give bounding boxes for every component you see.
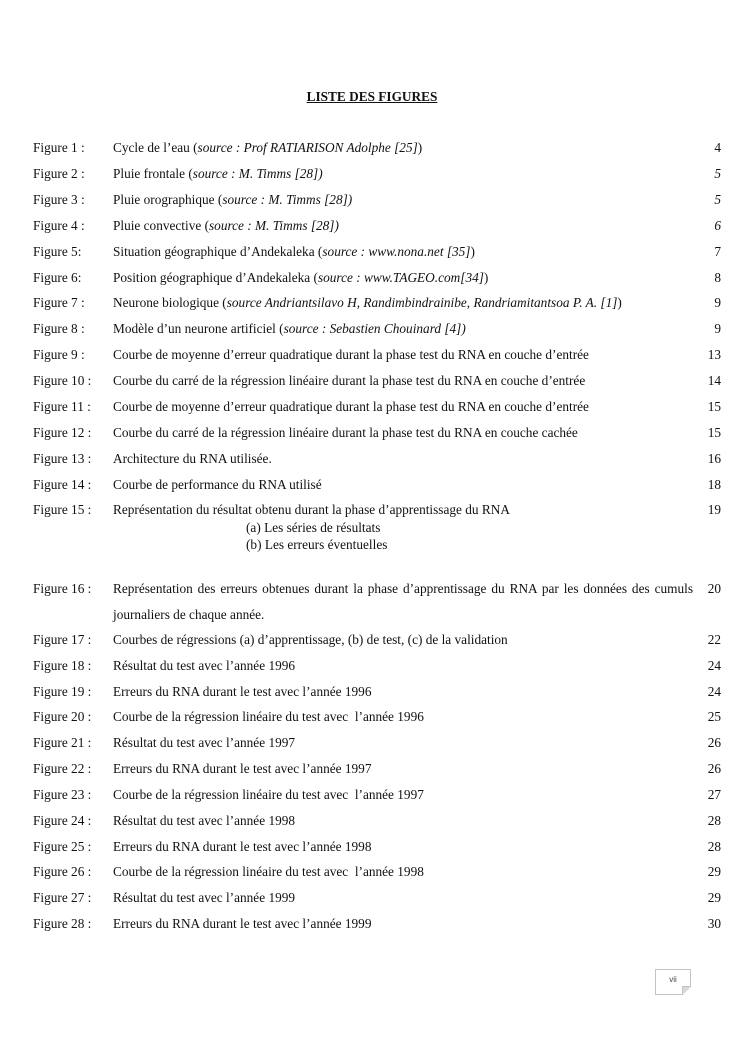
page-number-badge bbox=[655, 969, 691, 995]
figure-entry-11 bbox=[0, 398, 744, 416]
figure-entry-26 bbox=[0, 863, 744, 881]
figure-title: Courbe de la régression linéaire du test avec l’année 1997 bbox=[113, 787, 424, 802]
figure-page: 29 bbox=[707, 864, 721, 879]
figure-source: source : www.nona.net [35] bbox=[322, 244, 471, 259]
figure-page: 13 bbox=[707, 347, 721, 362]
figure-page: 18 bbox=[707, 477, 721, 492]
figure-page: 5 bbox=[714, 192, 721, 207]
figure-entry-14 bbox=[0, 476, 744, 494]
figure-entry-21 bbox=[0, 734, 744, 752]
figure-entry-24 bbox=[0, 812, 744, 830]
figure-entry-23 bbox=[0, 786, 744, 804]
figure-page: 5 bbox=[714, 166, 721, 181]
figure-title: Neurone biologique (source Andriantsilavo H, Randimbindrainibe, Randriamitantsoa P. A. [1]) bbox=[113, 295, 622, 310]
page-title: LISTE DES FIGURES bbox=[306, 89, 438, 104]
figure-entry-17 bbox=[0, 631, 744, 649]
figure-entry-9 bbox=[0, 346, 744, 364]
figure-title: Courbe de moyenne d’erreur quadratique durant la phase test du RNA en couche d’entrée bbox=[113, 399, 589, 414]
figure-page: 4 bbox=[714, 140, 721, 155]
figure-entry-25 bbox=[0, 838, 744, 856]
figure-source: source : M. Timms [28]) bbox=[192, 166, 323, 181]
figure-title: Courbe de la régression linéaire du test avec l’année 1998 bbox=[113, 864, 424, 879]
figure-entry-10 bbox=[0, 372, 744, 390]
figure-title: Architecture du RNA utilisée. bbox=[113, 451, 272, 466]
figure-title: Erreurs du RNA durant le test avec l’année 1998 bbox=[113, 839, 372, 854]
figure-label: Figure 7 : bbox=[33, 295, 85, 310]
figure-title: Courbes de régressions (a) d’apprentissage, (b) de test, (c) de la validation bbox=[113, 632, 508, 647]
figure-page: 19 bbox=[707, 502, 721, 517]
figure-label: Figure 4 : bbox=[33, 218, 85, 233]
figure-page: 14 bbox=[707, 373, 721, 388]
figure-label: Figure 22 : bbox=[33, 761, 92, 776]
figure-page: 29 bbox=[707, 890, 721, 905]
figure-title: Pluie convective (source : M. Timms [28]) bbox=[113, 218, 339, 233]
figure-entry-15 bbox=[0, 501, 744, 519]
figure-page: 20 bbox=[707, 581, 721, 596]
figure-source: source : Prof RATIARISON Adolphe [25] bbox=[197, 140, 418, 155]
figure-label: Figure 25 : bbox=[33, 839, 92, 854]
figure-page: 22 bbox=[707, 632, 721, 647]
figure-label: Figure 3 : bbox=[33, 192, 85, 207]
figure-entry-6 bbox=[0, 269, 744, 287]
figure-title: Modèle d’un neurone artificiel (source : Sebastien Chouinard [4]) bbox=[113, 321, 466, 336]
figure-label: Figure 6: bbox=[33, 270, 82, 285]
figure-label: Figure 9 : bbox=[33, 347, 85, 362]
figure-entry-16 bbox=[0, 576, 744, 628]
figure-title: Erreurs du RNA durant le test avec l’année 1999 bbox=[113, 916, 372, 931]
figure-page: 30 bbox=[707, 916, 721, 931]
figure-page: 8 bbox=[714, 270, 721, 285]
figure-title: Représentation du résultat obtenu durant la phase d’apprentissage du RNA bbox=[113, 502, 510, 517]
figure-label: Figure 1 : bbox=[33, 140, 85, 155]
figure-page: 6 bbox=[714, 218, 721, 233]
figure15-subitem-a: (a) Les séries de résultats bbox=[246, 520, 381, 535]
figure-label: Figure 13 : bbox=[33, 451, 92, 466]
figure-label: Figure 11 : bbox=[33, 399, 91, 414]
figure-page: 9 bbox=[714, 321, 721, 336]
figure-page: 26 bbox=[707, 761, 721, 776]
figure-source: source : M. Timms [28]) bbox=[209, 218, 339, 233]
figure-label: Figure 17 : bbox=[33, 632, 92, 647]
figure15-subitem-b: (b) Les erreurs éventuelles bbox=[246, 537, 388, 552]
figure-entry-27 bbox=[0, 889, 744, 907]
figure-title: Cycle de l’eau (source : Prof RATIARISON Adolphe [25]) bbox=[113, 140, 423, 155]
figure-page: 24 bbox=[707, 658, 721, 673]
figure-entry-20 bbox=[0, 708, 744, 726]
figure-label: Figure 16 : bbox=[33, 581, 92, 596]
figure-title: Courbe de moyenne d’erreur quadratique durant la phase test du RNA en couche d’entrée bbox=[113, 347, 589, 362]
figure-label: Figure 12 : bbox=[33, 425, 92, 440]
figure-label: Figure 26 : bbox=[33, 864, 92, 879]
figure-label: Figure 21 : bbox=[33, 735, 92, 750]
figure-title: Pluie frontale (source : M. Timms [28]) bbox=[113, 166, 323, 181]
figure-entry-22 bbox=[0, 760, 744, 778]
figure-title: Résultat du test avec l’année 1997 bbox=[113, 735, 296, 750]
figure-entry-28 bbox=[0, 915, 744, 933]
figure-label: Figure 18 : bbox=[33, 658, 92, 673]
figure-source: source : www.TAGEO.com[34] bbox=[317, 270, 484, 285]
figure-page: 28 bbox=[707, 839, 721, 854]
figure-entry-4 bbox=[0, 217, 744, 235]
figure-title: Erreurs du RNA durant le test avec l’année 1997 bbox=[113, 761, 372, 776]
figure-page: 27 bbox=[707, 787, 721, 802]
figure-label: Figure 2 : bbox=[33, 166, 85, 181]
figure-label: Figure 19 : bbox=[33, 684, 92, 699]
figure-title: Courbe du carré de la régression linéaire durant la phase test du RNA en couche d’entrée bbox=[113, 373, 586, 388]
figure-label: Figure 20 : bbox=[33, 709, 92, 724]
figure-title: Résultat du test avec l’année 1996 bbox=[113, 658, 296, 673]
figure-label: Figure 28 : bbox=[33, 916, 92, 931]
figure-page: 7 bbox=[714, 244, 721, 259]
figure-page: 15 bbox=[707, 425, 721, 440]
figure-page: 9 bbox=[714, 295, 721, 310]
figure-label: Figure 15 : bbox=[33, 502, 92, 517]
figure-page: 28 bbox=[707, 813, 721, 828]
figure-title: Pluie orographique (source : M. Timms [28]) bbox=[113, 192, 353, 207]
figure-source: source Andriantsilavo H, Randimbindrainibe, Randriamitantsoa P. A. [1] bbox=[226, 295, 618, 310]
figure-title: Représentation des erreurs obtenues durant la phase d’apprentissage du RNA par les données des cumuls journaliers de chaque année. bbox=[113, 581, 693, 622]
figure-title: Position géographique d’Andekaleka (source : www.TAGEO.com[34]) bbox=[113, 270, 489, 285]
figure-label: Figure 24 : bbox=[33, 813, 92, 828]
figure-entry-18 bbox=[0, 657, 744, 675]
figure-entry-7 bbox=[0, 294, 744, 312]
figure-entry-12 bbox=[0, 424, 744, 442]
figure-title: Résultat du test avec l’année 1999 bbox=[113, 890, 296, 905]
figure-page: 16 bbox=[707, 451, 721, 466]
figure-entry-13 bbox=[0, 450, 744, 468]
figure-page: 25 bbox=[707, 709, 721, 724]
figure-title: Courbe du carré de la régression linéaire durant la phase test du RNA en couche cachée bbox=[113, 425, 578, 440]
figure-entry-2 bbox=[0, 165, 744, 183]
figure-label: Figure 5: bbox=[33, 244, 82, 259]
figure-label: Figure 23 : bbox=[33, 787, 92, 802]
figure-entry-19 bbox=[0, 683, 744, 701]
figure-title: Situation géographique d’Andekaleka (source : www.nona.net [35]) bbox=[113, 244, 475, 259]
figure-title: Résultat du test avec l’année 1998 bbox=[113, 813, 296, 828]
figure-source: source : Sebastien Chouinard [4]) bbox=[283, 321, 466, 336]
figure-entry-8 bbox=[0, 320, 744, 338]
figure-entry-3 bbox=[0, 191, 744, 209]
figure-label: Figure 8 : bbox=[33, 321, 85, 336]
figure-page: 24 bbox=[707, 684, 721, 699]
figure-source: source : M. Timms [28]) bbox=[222, 192, 353, 207]
figure-label: Figure 14 : bbox=[33, 477, 92, 492]
figure-page: 26 bbox=[707, 735, 721, 750]
figure-title: Courbe de performance du RNA utilisé bbox=[113, 477, 322, 492]
figure-entry-1 bbox=[0, 139, 744, 157]
figure-label: Figure 27 : bbox=[33, 890, 92, 905]
page-curl-icon bbox=[682, 986, 691, 995]
figure-title: Erreurs du RNA durant le test avec l’année 1996 bbox=[113, 684, 372, 699]
figure-page: 15 bbox=[707, 399, 721, 414]
figure-entry-5 bbox=[0, 243, 744, 261]
page-number: vii bbox=[669, 975, 677, 984]
figure-title: Courbe de la régression linéaire du test avec l’année 1996 bbox=[113, 709, 424, 724]
figure-label: Figure 10 : bbox=[33, 373, 92, 388]
